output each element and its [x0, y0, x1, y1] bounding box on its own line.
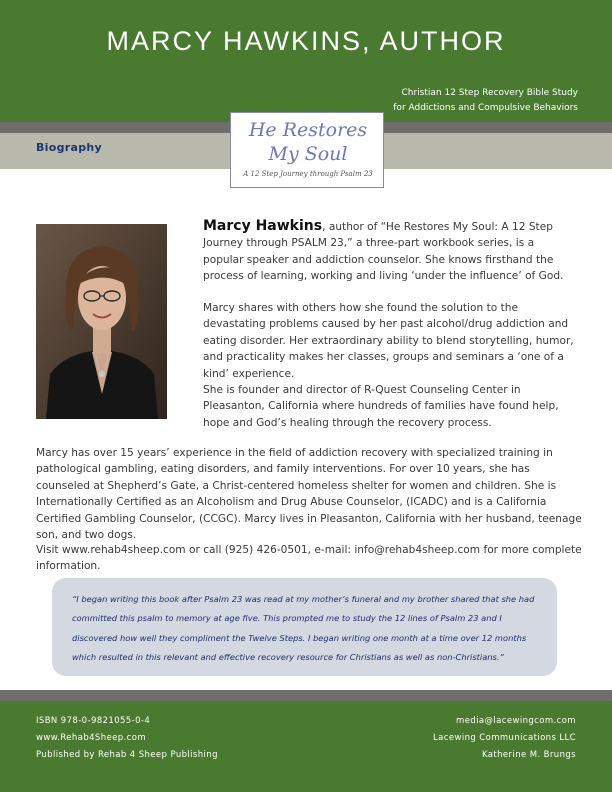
company-name: Lacewing Communications LLC [433, 733, 576, 743]
section-label: Biography [36, 141, 103, 154]
header-subtitle [393, 86, 578, 116]
bio-intro: , author of “He Restores My Soul: A 12 Step Journey through PSALM 23,” a three-part workbook series, is a popular speaker and addiction counselor. She knows firsthand the process of learning, working and living ‘under the influence’ of God. [203, 221, 564, 283]
contact-name: Katherine M. Brungs [481, 750, 576, 760]
isbn: ISBN 978-0-9821055-0-4 [36, 716, 151, 726]
bio-paragraph-4: Marcy has over 15 years’ experience in the field of addiction recovery with specialized training in pathological gambling, eating disorders, and family interventions. For over 10 years, she has counseled at Shepherd’s Gate, a Christ-centered homeless shelter for women and children. She is Internationally Certified as an Alcoholism and Drug Abuse Counselor, (ICADC) and is a California Certified Gambling Counselor, (CCGC). Marcy lives in Pleasanton, California with her husband, teenage son, and two dogs. [36, 447, 582, 542]
page-title: MARCY HAWKINS, AUTHOR [106, 26, 506, 56]
subtitle-line-2: for Addictions and Compulsive Behaviors [393, 103, 578, 113]
bio-paragraph-3: She is founder and director of R-Quest Counseling Center in Pleasanton, California where hundreds of families have found help, hope and God’s healing through the recovery process. [203, 384, 559, 429]
bio-paragraph-1 [203, 218, 575, 285]
bio-paragraph-2: Marcy shares with others how she found the solution to the devastating problems caused by her past alcohol/drug addiction and eating disorder. Her extraordinary ability to blend storytelling, humor, and practicality makes her classes, groups and seminars a ‘one of a kind’ experience. [203, 302, 574, 380]
footer-bar [0, 701, 612, 792]
quote-box [52, 578, 557, 676]
email-link[interactable]: media@lacewingcom.com [456, 716, 576, 726]
footer-left [36, 713, 218, 764]
header-bar [0, 0, 612, 122]
author-photo [36, 224, 167, 419]
contact-paragraph: Visit www.rehab4sheep.com or call (925) 426-0501, e-mail: info@rehab4sheep.com for more complete information. [36, 544, 582, 573]
logo-tagline: A 12 Step Journey through Psalm 23 [243, 170, 373, 178]
publisher: Published by Rehab 4 Sheep Publishing [36, 750, 218, 760]
author-name: Marcy Hawkins [203, 218, 323, 234]
footer-divider [0, 690, 612, 701]
website-link[interactable]: www.Rehab4Sheep.com [36, 733, 147, 743]
subtitle-line-1: Christian 12 Step Recovery Bible Study [401, 88, 578, 98]
portrait-image [36, 224, 167, 419]
footer-right [433, 713, 576, 764]
logo-title-line-2: My Soul [268, 143, 348, 165]
book-logo [230, 112, 384, 188]
author-quote: “I began writing this book after Psalm 23 was read at my mother’s funeral and my brother shared that she had committed this psalm to memory at age five. This prompted me to study the 12 lines of Psalm 23 and I discovered how well they compliment the Twelve Steps. I began writing one month at a time over 12 months which resulted in this relevant and effective recovery resource for Christians as well as non-Christians.” [72, 594, 535, 662]
logo-title-line-1: He Restores [248, 119, 368, 141]
